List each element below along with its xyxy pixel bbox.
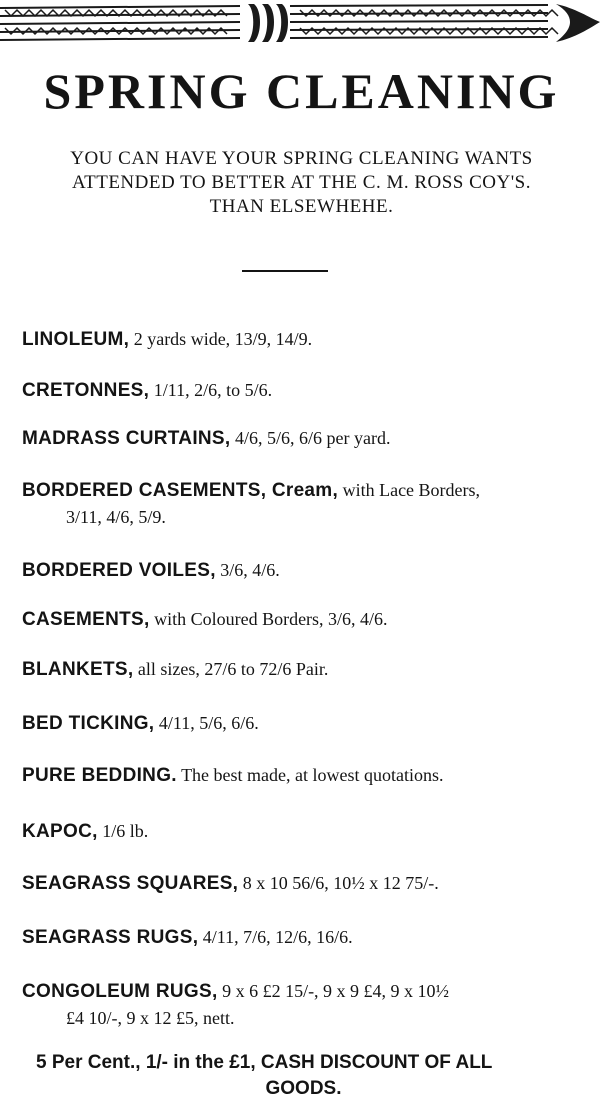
item-name: PURE BEDDING. — [22, 765, 177, 786]
list-item — [22, 978, 583, 1031]
list-item — [22, 656, 583, 683]
item-name: BED TICKING, — [22, 713, 155, 734]
item-name: MADRASS CURTAINS, — [22, 428, 231, 449]
item-desc: 8 x 10 56/6, 10½ x 12 75/-. — [242, 873, 439, 893]
item-desc: 1/6 lb. — [102, 821, 149, 841]
divider-rule — [242, 270, 328, 272]
intro-line: ATTENDED TO BETTER AT THE C. M. ROSS COY'S. — [72, 172, 531, 193]
item-name: KAPOC, — [22, 821, 98, 842]
item-desc: 9 x 6 £2 15/-, 9 x 9 £4, 9 x 10½ — [222, 981, 450, 1001]
item-name: CONGOLEUM RUGS, — [22, 981, 218, 1002]
item-name: SEAGRASS RUGS, — [22, 927, 199, 948]
item-name: CASEMENTS, — [22, 609, 150, 630]
item-desc-continued: £4 10/-, 9 x 12 £5, nett. — [66, 1008, 235, 1028]
item-desc: 4/11, 5/6, 6/6. — [158, 713, 259, 733]
item-desc-continued: 3/11, 4/6, 5/9. — [66, 507, 166, 527]
item-desc: 4/11, 7/6, 12/6, 16/6. — [202, 927, 353, 947]
item-name: BORDERED VOILES, — [22, 560, 216, 581]
footer-line: 5 Per Cent., 1/- in the £1, CASH DISCOUNT OF ALL — [36, 1052, 493, 1073]
item-desc: 3/6, 4/6. — [220, 560, 280, 580]
item-desc: 2 yards wide, 13/9, 14/9. — [133, 329, 313, 349]
item-desc: 4/6, 5/6, 6/6 per yard. — [234, 428, 391, 448]
list-item — [22, 870, 583, 897]
list-item — [22, 924, 583, 951]
list-item — [22, 818, 583, 845]
item-name: SEAGRASS SQUARES, — [22, 873, 239, 894]
item-name: BORDERED CASEMENTS, Cream, — [22, 480, 339, 501]
list-item — [22, 710, 583, 737]
intro-line: YOU CAN HAVE YOUR SPRING CLEANING WANTS — [70, 148, 533, 169]
item-name: LINOLEUM, — [22, 329, 130, 350]
list-item — [22, 377, 583, 404]
list-item — [22, 425, 583, 452]
item-name: CRETONNES, — [22, 380, 150, 401]
headline: SPRING CLEANING — [43, 63, 560, 119]
list-item — [22, 326, 583, 353]
decorative-border — [0, 0, 603, 46]
list-item — [22, 477, 583, 530]
intro-line: THAN ELSEWHEHE. — [209, 196, 394, 217]
item-desc: with Lace Borders, — [342, 480, 481, 500]
intro-text — [0, 147, 603, 219]
list-item — [22, 606, 583, 633]
item-desc: 1/11, 2/6, to 5/6. — [153, 380, 273, 400]
item-desc: with Coloured Borders, 3/6, 4/6. — [154, 609, 388, 629]
footer-line: GOODS. — [265, 1078, 342, 1099]
item-desc: The best made, at lowest quotations. — [181, 765, 444, 785]
item-name: BLANKETS, — [22, 659, 134, 680]
item-desc: all sizes, 27/6 to 72/6 Pair. — [137, 659, 329, 679]
footer-discount — [36, 1050, 591, 1102]
list-item — [22, 762, 583, 789]
list-item — [22, 557, 583, 584]
